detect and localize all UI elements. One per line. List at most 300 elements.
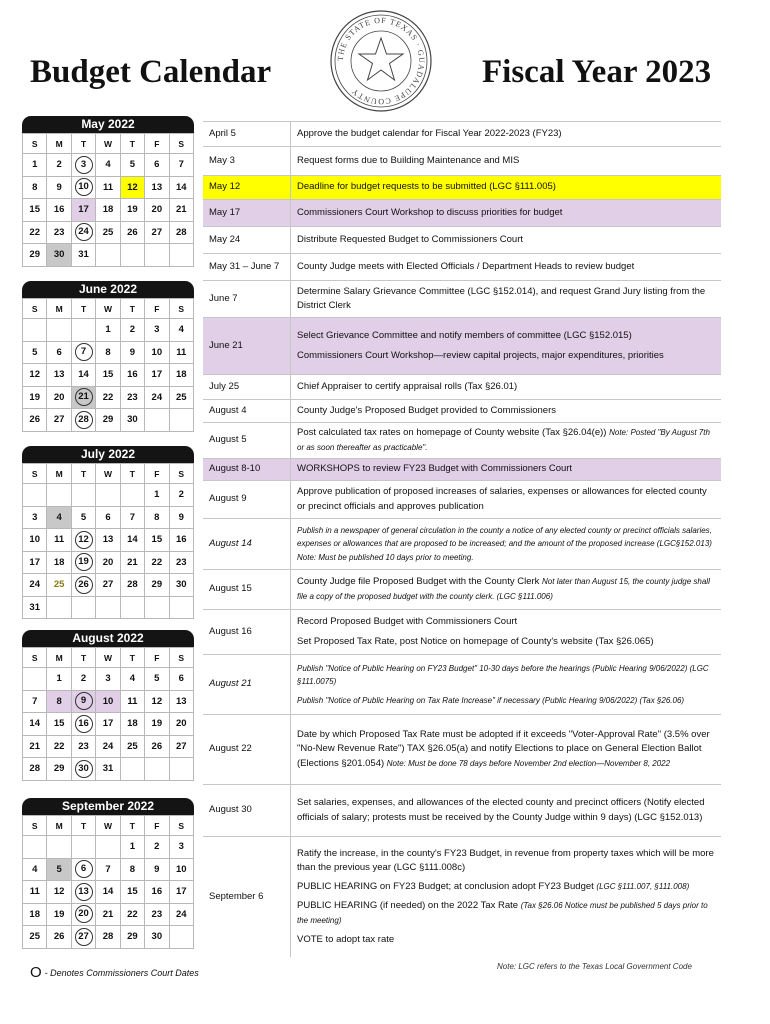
calendar-day (145, 926, 169, 949)
schedule-desc: Chief Appraiser to certify appraisal rolls (Tax §26.01) (291, 375, 722, 400)
calendar-day (47, 881, 71, 904)
calendar-day-number: 8 (105, 346, 111, 358)
calendar-day (145, 596, 169, 619)
calendar-day-number: 22 (151, 556, 163, 568)
weekday-header: M (47, 464, 71, 484)
calendar-day-number: 10 (175, 863, 187, 875)
calendar-day (169, 735, 193, 758)
calendar-day-number: 16 (127, 369, 138, 381)
calendar-day-number: 22 (53, 740, 65, 752)
calendar-day (71, 386, 95, 409)
calendar-day (120, 903, 144, 926)
county-seal-icon (328, 8, 434, 114)
schedule-row (203, 227, 721, 254)
calendar-day (120, 221, 144, 244)
calendar-day (23, 199, 47, 222)
calendar-day-number: 21 (75, 388, 93, 406)
calendar-day (96, 858, 120, 881)
calendar-day-number: 25 (53, 579, 65, 591)
schedule-desc: PUBLIC HEARING on FY23 Budget; at conclusion adopt FY23 Budget (297, 881, 594, 892)
calendar-day (145, 836, 169, 859)
calendar-day (96, 409, 120, 432)
calendar-day (96, 574, 120, 597)
calendar-day-number: 4 (129, 673, 136, 685)
schedule-row (203, 655, 721, 715)
schedule-row (203, 715, 721, 785)
calendar-day (145, 364, 169, 387)
schedule-desc: Select Grievance Committee and notify members of committee (LGC §152.015) (297, 330, 632, 342)
calendar-day-number: 24 (75, 223, 93, 241)
calendar-day (47, 244, 71, 267)
calendar-day (47, 364, 71, 387)
schedule-desc: Publish in a newspaper of general circulation in the county a notice of any elected county or precinct officials salaries, expenses or allowances that are proposed to be increased; and the amount of the proposed increase (LGC§152.013) Note: Must be published 10 days prior to meeting. (291, 519, 722, 570)
calendar-day-number: 2 (56, 159, 62, 171)
calendar-month-title: August 2022 (22, 630, 194, 647)
calendar-day (169, 176, 193, 199)
weekday-header: T (120, 816, 144, 836)
calendar-day-number: 22 (102, 391, 114, 403)
calendar-day-number: 17 (29, 556, 40, 568)
calendar-day-number: 7 (75, 343, 93, 361)
calendar-day (145, 551, 169, 574)
weekday-header: F (145, 816, 169, 836)
calendar-day (145, 244, 169, 267)
calendar-day (23, 244, 47, 267)
calendar-day-number: 25 (175, 391, 187, 403)
calendar-day (71, 881, 95, 904)
schedule-date: September 6 (203, 837, 291, 957)
schedule-row (203, 423, 721, 459)
calendar-day-number: 14 (175, 181, 187, 193)
calendar-day (71, 484, 95, 507)
schedule-date: May 31 – June 7 (203, 254, 291, 281)
weekday-header: F (145, 648, 169, 668)
calendar-grid (22, 298, 194, 432)
calendar-day-number: 29 (29, 249, 40, 261)
calendar-day-number: 26 (29, 414, 40, 426)
mini-calendar (22, 630, 194, 781)
calendar-day (169, 319, 193, 342)
calendar-day (145, 668, 169, 691)
calendar-day-number: 12 (29, 369, 40, 381)
calendar-day (23, 690, 47, 713)
schedule-row (203, 254, 721, 281)
calendar-day-number: 15 (102, 369, 114, 381)
schedule-row (203, 519, 721, 570)
calendar-day (120, 881, 144, 904)
weekday-header: F (145, 134, 169, 154)
calendar-day-number: 30 (53, 249, 65, 261)
calendar-day-number: 22 (29, 226, 40, 238)
schedule-desc: Determine Salary Grievance Committee (LGC §152.014), and request Grand Jury listing from the District Clerk (291, 281, 722, 318)
calendar-day (169, 926, 193, 949)
calendar-month-title: June 2022 (22, 281, 194, 298)
calendar-day (96, 735, 120, 758)
calendar-day-number: 17 (78, 204, 89, 216)
calendar-day (71, 574, 95, 597)
calendar-day-number: 9 (75, 692, 93, 710)
calendar-day-number: 2 (154, 841, 160, 853)
calendar-day (120, 735, 144, 758)
schedule-date: April 5 (203, 122, 291, 147)
calendar-day-number: 7 (129, 511, 136, 523)
calendar-day (23, 903, 47, 926)
calendar-day (120, 668, 144, 691)
weekday-header: T (120, 299, 144, 319)
calendar-day (47, 903, 71, 926)
calendar-day-number: 23 (175, 556, 187, 568)
mini-calendar (22, 798, 194, 949)
schedule-date: May 12 (203, 176, 291, 200)
calendar-day-number: 8 (129, 863, 136, 875)
calendar-day (169, 574, 193, 597)
calendar-day-number: 12 (151, 695, 163, 707)
calendar-day-number: 3 (178, 841, 184, 853)
calendar-day (23, 176, 47, 199)
calendar-day (96, 484, 120, 507)
calendar-day-number: 19 (127, 204, 138, 216)
calendar-day-number: 29 (151, 579, 163, 591)
schedule-row (203, 318, 721, 375)
calendar-day (47, 409, 71, 432)
calendar-day (96, 668, 120, 691)
calendar-day-number: 11 (102, 181, 113, 193)
calendar-day (169, 529, 193, 552)
calendar-day (120, 529, 144, 552)
schedule-row (203, 785, 721, 837)
calendar-day-number: 8 (154, 511, 160, 523)
calendar-day-number: 21 (127, 556, 138, 568)
schedule-date: August 21 (203, 655, 291, 715)
calendar-day (96, 506, 120, 529)
calendar-day-number: 3 (105, 673, 111, 685)
calendar-day (71, 154, 95, 177)
calendar-day (120, 574, 144, 597)
calendar-month-title: July 2022 (22, 446, 194, 463)
schedule-note: (LGC §111.007, §111.008) (596, 882, 690, 891)
calendar-day (71, 713, 95, 736)
schedule-desc: County Judge file Proposed Budget with the County Clerk (297, 576, 540, 588)
calendar-day-number: 14 (127, 534, 138, 546)
calendar-day (145, 574, 169, 597)
calendar-day-number: 31 (78, 249, 89, 261)
calendar-day (169, 551, 193, 574)
calendar-day-number: 24 (175, 908, 187, 920)
weekday-header: T (120, 648, 144, 668)
schedule-desc: PUBLIC HEARING (if needed) on the 2022 Tax Rate (297, 900, 519, 912)
calendar-day (47, 386, 71, 409)
calendar-day (145, 858, 169, 881)
calendar-day-number: 23 (127, 391, 138, 403)
calendar-day-number: 28 (175, 226, 187, 238)
calendar-day (120, 858, 144, 881)
weekday-header: W (96, 648, 120, 668)
calendar-day (23, 836, 47, 859)
calendar-day (169, 881, 193, 904)
weekday-header: S (169, 816, 193, 836)
calendar-day-number: 21 (29, 740, 40, 752)
schedule-date: August 9 (203, 481, 291, 519)
calendar-day (71, 176, 95, 199)
calendar-day (145, 881, 169, 904)
calendar-day (71, 199, 95, 222)
calendar-day (120, 199, 144, 222)
calendar-day (120, 551, 144, 574)
calendar-day-number: 23 (53, 226, 65, 238)
calendar-day (23, 926, 47, 949)
calendar-day-number: 1 (105, 324, 111, 336)
weekday-header: S (23, 134, 47, 154)
calendar-day (47, 529, 71, 552)
calendar-month-title: September 2022 (22, 798, 194, 815)
calendar-day-number: 1 (56, 673, 62, 685)
calendar-day-number: 12 (127, 181, 138, 193)
calendar-day (23, 596, 47, 619)
calendar-day-number: 13 (175, 695, 187, 707)
calendar-day-number: 6 (75, 860, 93, 878)
schedule-date: July 25 (203, 375, 291, 400)
calendar-day (96, 836, 120, 859)
calendar-day (23, 735, 47, 758)
calendar-day (169, 758, 193, 781)
schedule-row (203, 400, 721, 423)
calendar-day (47, 319, 71, 342)
calendar-day-number: 29 (127, 931, 138, 943)
calendar-day (145, 529, 169, 552)
calendar-day (96, 529, 120, 552)
calendar-day-number: 19 (151, 718, 163, 730)
calendar-day-number: 18 (102, 204, 114, 216)
calendar-day (96, 713, 120, 736)
calendar-day (169, 199, 193, 222)
calendar-day (120, 364, 144, 387)
schedule-desc: Post calculated tax rates on homepage of County website (Tax §26.04(e)) (297, 427, 607, 439)
weekday-header: S (169, 464, 193, 484)
calendar-day-number: 6 (56, 346, 62, 358)
weekday-header: W (96, 816, 120, 836)
calendar-day-number: 26 (75, 576, 93, 594)
weekday-header: W (96, 134, 120, 154)
schedule-note: Note: Must be done 78 days before November 2nd election—November 8, 2022 (386, 758, 671, 768)
calendar-day (120, 409, 144, 432)
schedule-date: August 4 (203, 400, 291, 423)
calendar-day-number: 1 (32, 159, 38, 171)
schedule-desc: VOTE to adopt tax rate (297, 933, 395, 945)
legend (30, 964, 199, 981)
calendar-day (145, 221, 169, 244)
calendar-day (47, 836, 71, 859)
calendar-day (71, 319, 95, 342)
calendar-day-number: 9 (154, 863, 160, 875)
calendar-day (96, 596, 120, 619)
calendar-day (145, 154, 169, 177)
calendar-day (96, 341, 120, 364)
calendar-day-number: 16 (53, 204, 65, 216)
calendar-day-number: 20 (151, 204, 163, 216)
calendar-day (169, 364, 193, 387)
calendar-day (120, 341, 144, 364)
calendar-day-number: 25 (29, 931, 40, 943)
schedule-row (203, 375, 721, 400)
calendar-day (120, 506, 144, 529)
calendar-day-number: 7 (105, 863, 111, 875)
calendar-day (47, 484, 71, 507)
calendar-day-number: 9 (129, 346, 136, 358)
schedule-row (203, 570, 721, 610)
calendar-day-number: 13 (53, 369, 65, 381)
calendar-day (169, 341, 193, 364)
schedule-row (203, 200, 721, 227)
schedule-date: August 22 (203, 715, 291, 785)
schedule-row (203, 481, 721, 519)
calendar-day-number: 25 (102, 226, 114, 238)
calendar-day (120, 484, 144, 507)
calendar-day-number: 28 (75, 411, 93, 429)
calendar-day-number: 30 (175, 579, 187, 591)
calendar-day (23, 484, 47, 507)
calendar-day (145, 713, 169, 736)
calendar-day-number: 18 (29, 908, 40, 920)
calendar-day-number: 19 (75, 553, 93, 571)
calendar-day (145, 341, 169, 364)
calendar-day (96, 881, 120, 904)
calendar-day (169, 386, 193, 409)
weekday-header: S (23, 816, 47, 836)
calendar-day (71, 244, 95, 267)
calendar-day-number: 20 (102, 556, 114, 568)
calendar-day (169, 221, 193, 244)
calendar-day (71, 364, 95, 387)
calendar-day-number: 4 (56, 511, 62, 523)
calendar-day-number: 6 (105, 511, 111, 523)
calendar-day (169, 506, 193, 529)
calendar-day-number: 11 (176, 346, 187, 358)
weekday-header: S (23, 648, 47, 668)
schedule-row (203, 122, 721, 147)
schedule-desc: Ratify the increase, in the county's FY23 Budget, in revenue from property taxes which will be more than the previous year (LGC §111.008c) (297, 847, 714, 873)
weekday-header: S (169, 299, 193, 319)
calendar-day-number: 2 (80, 673, 87, 685)
weekday-header: M (47, 134, 71, 154)
calendar-day (71, 926, 95, 949)
schedule-note: (Tax §26.06 Notice must be published 5 days prior to the meeting) (297, 901, 708, 925)
schedule-date: August 16 (203, 610, 291, 655)
calendar-day (169, 836, 193, 859)
calendar-day (71, 221, 95, 244)
calendar-day-number: 10 (151, 346, 163, 358)
calendar-day (120, 690, 144, 713)
calendar-day (145, 903, 169, 926)
calendar-day (47, 199, 71, 222)
calendar-day-number: 2 (178, 489, 184, 501)
schedule-table (203, 121, 721, 957)
schedule-note: Not later than August 15, the county judge shall file a copy of the proposed budget with the county clerk. (LGC §111.006) (297, 577, 710, 601)
calendar-day-number: 27 (151, 226, 163, 238)
calendar-day (23, 364, 47, 387)
calendar-day (96, 364, 120, 387)
calendar-day (47, 154, 71, 177)
calendar-day-number: 3 (154, 324, 160, 336)
calendar-day (120, 596, 144, 619)
circle-legend-icon: O (30, 964, 42, 981)
calendar-day (23, 881, 47, 904)
calendar-day (47, 735, 71, 758)
calendar-day (47, 221, 71, 244)
calendar-day (120, 244, 144, 267)
calendar-day-number: 5 (129, 159, 136, 171)
schedule-desc: Commissioners Court Workshop to discuss priorities for budget (291, 200, 722, 227)
calendar-day (71, 903, 95, 926)
calendar-grid (22, 647, 194, 781)
schedule-row (203, 147, 721, 176)
calendar-day-number: 7 (178, 159, 184, 171)
calendar-day (120, 926, 144, 949)
calendar-day (47, 176, 71, 199)
calendar-day-number: 11 (54, 534, 65, 546)
calendar-day-number: 19 (29, 391, 40, 403)
calendar-day-number: 28 (102, 931, 114, 943)
weekday-header: S (169, 134, 193, 154)
calendar-day-number: 11 (127, 695, 138, 707)
calendar-day-number: 25 (127, 740, 138, 752)
calendar-day (47, 713, 71, 736)
calendar-day-number: 16 (75, 715, 93, 733)
calendar-day (96, 551, 120, 574)
calendar-day-number: 26 (151, 740, 163, 752)
calendar-day (120, 386, 144, 409)
calendar-day (23, 529, 47, 552)
calendar-day (169, 409, 193, 432)
calendar-day (96, 386, 120, 409)
legend-text: - Denotes Commissioners Court Dates (44, 968, 199, 978)
schedule-desc: Date by which Proposed Tax Rate must be adopted if it exceeds "Voter-Approval Rate" (3.5% over "No-New Revenue Rate") TAX §26.05(a) and notify Elections to place on General Election Ballot (Elections §201.054) (297, 729, 710, 769)
weekday-header: T (71, 648, 95, 668)
calendar-day (145, 199, 169, 222)
schedule-desc: County Judge's Proposed Budget provided to Commissioners (291, 400, 722, 423)
schedule-date: August 15 (203, 570, 291, 610)
schedule-desc: Request forms due to Building Maintenance and MIS (291, 147, 722, 176)
calendar-day (120, 319, 144, 342)
schedule-row (203, 610, 721, 655)
calendar-day (96, 199, 120, 222)
mini-calendar (22, 446, 194, 619)
calendar-day-number: 27 (175, 740, 187, 752)
calendar-day-number: 14 (102, 886, 114, 898)
calendar-grid (22, 463, 194, 619)
schedule-date: May 17 (203, 200, 291, 227)
calendar-day (145, 319, 169, 342)
schedule-desc: Approve the budget calendar for Fiscal Year 2022-2023 (FY23) (291, 122, 722, 147)
calendar-day-number: 23 (78, 740, 89, 752)
calendar-day-number: 13 (102, 534, 114, 546)
calendar-day (145, 409, 169, 432)
schedule-date: August 8-10 (203, 459, 291, 481)
calendar-day-number: 20 (175, 718, 187, 730)
schedule-date: June 21 (203, 318, 291, 375)
schedule-note: Note: Posted "By August 7th or as soon thereafter as practicable". (297, 428, 710, 452)
weekday-header: W (96, 464, 120, 484)
calendar-month-title: May 2022 (22, 116, 194, 133)
page-title: Budget Calendar (30, 54, 272, 90)
weekday-header: T (71, 464, 95, 484)
schedule-desc: WORKSHOPS to review FY23 Budget with Commissioners Court (291, 459, 722, 481)
mini-calendar (22, 116, 194, 267)
calendar-day-number: 12 (53, 886, 65, 898)
calendar-day-number: 17 (102, 718, 114, 730)
calendar-day (145, 176, 169, 199)
calendar-day-number: 10 (102, 695, 114, 707)
calendar-day (23, 551, 47, 574)
